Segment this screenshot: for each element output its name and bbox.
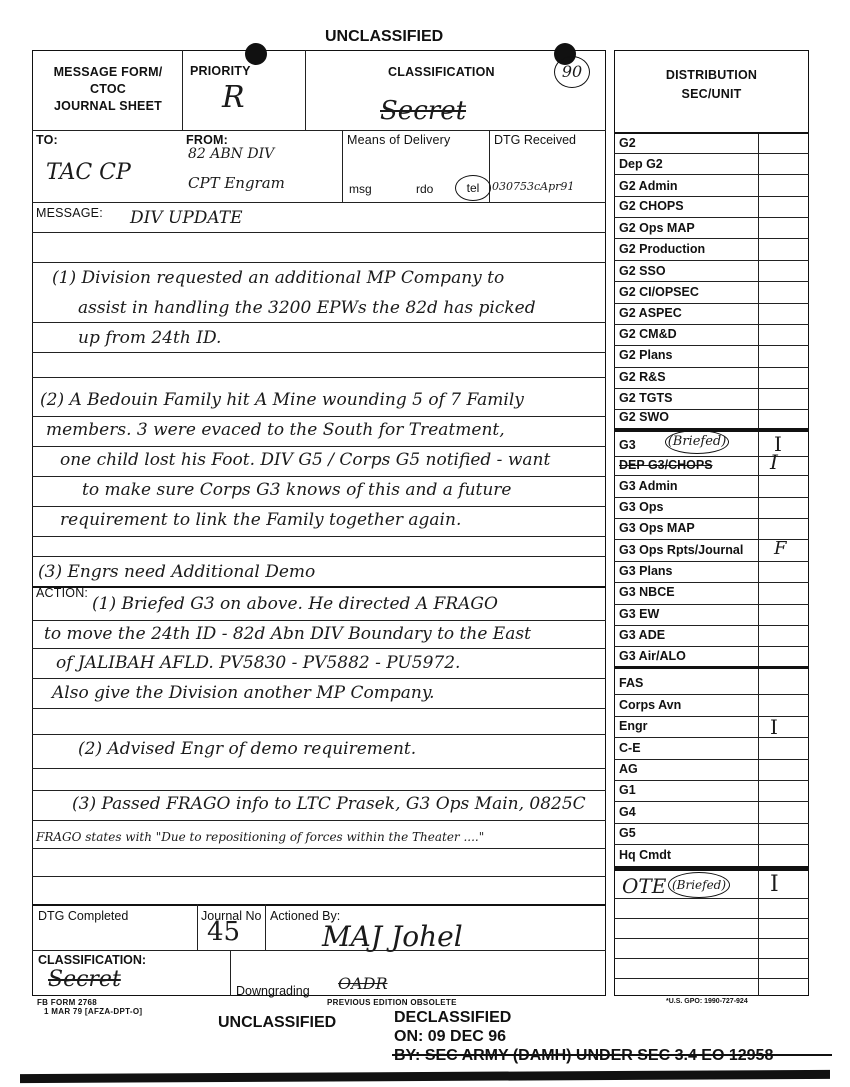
rule bbox=[32, 876, 606, 877]
from-label: FROM: bbox=[186, 133, 228, 147]
journal-no-value: 45 bbox=[207, 917, 241, 947]
declassification-stamp bbox=[394, 1008, 773, 1065]
priority-value: R bbox=[222, 80, 245, 115]
dist-item-g3-admin: G3 Admin bbox=[619, 479, 678, 493]
rule bbox=[32, 446, 606, 447]
dist-item-g4: G4 bbox=[619, 805, 636, 819]
dist-item-g3-ops: G3 Ops bbox=[619, 500, 664, 514]
action-line: (2) Advised Engr of demo requirement. bbox=[78, 739, 417, 759]
dist-item-g3-ops-rpts: G3 Ops Rpts/Journal bbox=[619, 543, 744, 557]
divider bbox=[32, 950, 606, 951]
form-title-line: CTOC bbox=[90, 82, 126, 96]
dist-rule bbox=[614, 456, 809, 457]
dist-item-dep-g3-chops: DEP G3/CHOPS bbox=[619, 458, 713, 472]
downgrading-value: OADR bbox=[338, 974, 388, 993]
action-line: FRAGO states with "Due to repositioning of forces within the Theater ...." bbox=[36, 830, 485, 844]
dist-rule bbox=[614, 918, 809, 919]
rule bbox=[32, 352, 606, 353]
message-line: assist in handling the 3200 EPWs the 82d has picked bbox=[78, 298, 536, 318]
classification-note: 90 bbox=[554, 56, 590, 88]
dist-item-g2-ci-opsec: G2 CI/OPSEC bbox=[619, 285, 699, 299]
dist-item-g2-plans: G2 Plans bbox=[619, 348, 673, 362]
dist-rule bbox=[614, 938, 809, 939]
dist-item-g3-nbce: G3 NBCE bbox=[619, 585, 675, 599]
distribution-title-line: SEC/UNIT bbox=[681, 87, 742, 101]
g3-mark: I bbox=[774, 432, 782, 456]
message-line: one child lost his Foot. DIV G5 / Corps G5 notified - want bbox=[60, 450, 551, 470]
dist-rule bbox=[614, 196, 809, 197]
dist-item-fas: FAS bbox=[619, 676, 644, 690]
actioned-by-signature: MAJ Johel bbox=[322, 920, 463, 953]
footer-classification-label: CLASSIFICATION: bbox=[38, 953, 147, 967]
distribution-divider bbox=[614, 132, 809, 134]
ote-briefed-note: (Briefed) bbox=[668, 872, 730, 898]
dist-item-corps-avn: Corps Avn bbox=[619, 698, 682, 712]
divider bbox=[265, 904, 266, 950]
dist-rule bbox=[614, 737, 809, 738]
dist-item-g2-chops: G2 CHOPS bbox=[619, 199, 684, 213]
dist-rule bbox=[614, 497, 809, 498]
rule bbox=[32, 232, 606, 233]
strike-line bbox=[392, 1054, 832, 1056]
dist-item-g3-plans: G3 Plans bbox=[619, 564, 673, 578]
dist-item-engr: Engr bbox=[619, 719, 648, 733]
gpo-note: *U.S. GPO: 1990-727-924 bbox=[666, 998, 748, 1005]
divider bbox=[182, 50, 183, 130]
dist-item-ce: C-E bbox=[619, 741, 641, 755]
dist-item-g3-air-alo: G3 Air/ALO bbox=[619, 649, 686, 663]
message-line: up from 24th ID. bbox=[78, 328, 222, 348]
dist-rule bbox=[614, 844, 809, 845]
to-label: TO: bbox=[36, 133, 58, 147]
message-line: members. 3 were evaced to the South for Treatment, bbox=[46, 420, 505, 440]
action-divider bbox=[32, 586, 606, 588]
engr-mark: I bbox=[770, 715, 778, 739]
rule bbox=[32, 377, 606, 378]
dist-item-g3: G3 bbox=[619, 438, 636, 452]
dist-rule bbox=[614, 604, 809, 605]
rule bbox=[32, 678, 606, 679]
message-subject: DIV UPDATE bbox=[130, 208, 243, 228]
rule bbox=[32, 768, 606, 769]
dist-item-dep-g2: Dep G2 bbox=[619, 157, 663, 171]
dist-item-hq-cmdt: Hq Cmdt bbox=[619, 848, 672, 862]
form-id-line: 1 MAR 79 [AFZA-DPT-O] bbox=[44, 1007, 143, 1016]
scan-edge bbox=[20, 1070, 830, 1083]
divider bbox=[342, 130, 343, 202]
rule bbox=[32, 708, 606, 709]
dist-rule bbox=[614, 238, 809, 239]
dist-section-rule bbox=[614, 866, 809, 871]
action-line: Also give the Division another MP Company. bbox=[52, 683, 435, 703]
rule bbox=[32, 848, 606, 849]
dist-rule bbox=[614, 582, 809, 583]
action-line: (3) Passed FRAGO info to LTC Prasek, G3 Ops Main, 0825C bbox=[72, 794, 586, 814]
distribution-title bbox=[614, 66, 809, 104]
classification-label: CLASSIFICATION bbox=[388, 65, 495, 79]
dist-item-g3-ops-map: G3 Ops MAP bbox=[619, 521, 695, 535]
rule bbox=[32, 476, 606, 477]
dist-rule bbox=[614, 898, 809, 899]
bottom-classification: UNCLASSIFIED bbox=[218, 1014, 337, 1031]
dist-item-g2-aspec: G2 ASPEC bbox=[619, 306, 682, 320]
dist-item-g2-ops-map: G2 Ops MAP bbox=[619, 221, 695, 235]
dtg-received-value: 030753cApr91 bbox=[492, 180, 575, 193]
action-label: ACTION: bbox=[36, 586, 89, 600]
dist-item-g3-ade: G3 ADE bbox=[619, 628, 666, 642]
footer-classification-value: Secret bbox=[48, 967, 121, 992]
divider bbox=[32, 202, 606, 203]
dep-g3-mark: I bbox=[770, 450, 778, 474]
from-unit: 82 ABN DIV bbox=[188, 146, 275, 162]
message-line: (2) A Bedouin Family hit A Mine wounding 5 of 7 Family bbox=[40, 390, 524, 410]
to-value: TAC CP bbox=[46, 160, 131, 185]
form-id-line: FB FORM 2768 bbox=[37, 998, 98, 1007]
dist-rule bbox=[614, 174, 809, 175]
rule bbox=[32, 262, 606, 263]
message-line: (1) Division requested an additional MP Company to bbox=[52, 268, 505, 288]
dist-rule bbox=[614, 780, 809, 781]
message-line: to make sure Corps G3 knows of this and a future bbox=[82, 480, 512, 500]
priority-label: PRIORITY bbox=[190, 64, 251, 78]
from-officer: CPT Engram bbox=[188, 174, 285, 192]
downgrading-label: Downgrading bbox=[236, 984, 310, 998]
divider bbox=[197, 904, 198, 950]
dist-item-g2-swo: G2 SWO bbox=[619, 410, 670, 424]
declassified-line: ON: 09 DEC 96 bbox=[394, 1028, 507, 1045]
dist-rule bbox=[614, 260, 809, 261]
rule bbox=[32, 536, 606, 537]
rule bbox=[32, 734, 606, 735]
dist-rule bbox=[614, 801, 809, 802]
g3-briefed-note: (Briefed) bbox=[665, 430, 729, 454]
dist-rule bbox=[614, 518, 809, 519]
journal-no-label: Journal No bbox=[201, 909, 262, 923]
declassified-line: DECLASSIFIED bbox=[394, 1009, 512, 1026]
divider bbox=[305, 50, 306, 130]
dist-rule bbox=[614, 367, 809, 368]
rule bbox=[32, 648, 606, 649]
dist-item-g1: G1 bbox=[619, 783, 636, 797]
rule bbox=[32, 820, 606, 821]
dist-rule bbox=[614, 694, 809, 695]
dist-rule bbox=[614, 345, 809, 346]
actioned-by-label: Actioned By: bbox=[270, 909, 341, 923]
rule bbox=[32, 620, 606, 621]
dist-item-g2-cmd: G2 CM&D bbox=[619, 327, 677, 341]
dist-item-g2: G2 bbox=[619, 136, 636, 150]
divider bbox=[32, 130, 606, 131]
dist-item-g3-ew: G3 EW bbox=[619, 607, 660, 621]
distribution-title-line: DISTRIBUTION bbox=[665, 68, 758, 82]
dist-item-ag: AG bbox=[619, 762, 638, 776]
dist-rule bbox=[614, 388, 809, 389]
action-line: to move the 24th ID - 82d Abn DIV Boundary to the East bbox=[44, 624, 531, 644]
dist-rule bbox=[614, 217, 809, 218]
dist-rule bbox=[614, 759, 809, 760]
dtg-received-label: DTG Received bbox=[494, 133, 576, 147]
dist-rule bbox=[614, 475, 809, 476]
dist-item-g2-sso: G2 SSO bbox=[619, 264, 666, 278]
dist-section-rule bbox=[614, 666, 809, 669]
form-title bbox=[36, 64, 180, 115]
dist-item-g5: G5 bbox=[619, 826, 636, 840]
dist-rule bbox=[614, 646, 809, 647]
dist-rule bbox=[614, 823, 809, 824]
form-title-line: MESSAGE FORM/ bbox=[53, 65, 163, 79]
dist-rule bbox=[614, 281, 809, 282]
rule bbox=[32, 556, 606, 557]
action-line: (1) Briefed G3 on above. He directed A FRAGO bbox=[92, 594, 498, 614]
action-line: of JALIBAH AFLD. PV5830 - PV5882 - PU5972. bbox=[56, 653, 461, 673]
ote-label: OTE bbox=[622, 874, 667, 898]
delivery-label: Means of Delivery bbox=[347, 133, 451, 147]
dist-item-g2-rs: G2 R&S bbox=[619, 370, 666, 384]
dtg-completed-label: DTG Completed bbox=[38, 909, 129, 923]
rule bbox=[32, 322, 606, 323]
rule bbox=[32, 416, 606, 417]
delivery-rdo: rdo bbox=[416, 182, 434, 196]
dist-rule bbox=[614, 958, 809, 959]
dist-rule bbox=[614, 716, 809, 717]
delivery-tel: tel bbox=[455, 175, 491, 201]
declassified-line: BY: SEC ARMY (DAMH) UNDER SEC 3.4 EO 12958 bbox=[394, 1047, 774, 1064]
dist-rule bbox=[614, 625, 809, 626]
previous-edition-note: PREVIOUS EDITION OBSOLETE bbox=[327, 998, 457, 1007]
message-line: (3) Engrs need Additional Demo bbox=[38, 562, 316, 582]
dist-rule bbox=[614, 978, 809, 979]
ote-mark: I bbox=[770, 872, 779, 897]
footer-divider bbox=[32, 904, 606, 906]
rule bbox=[32, 506, 606, 507]
form-title-line: JOURNAL SHEET bbox=[54, 99, 162, 113]
dist-item-g2-admin: G2 Admin bbox=[619, 179, 678, 193]
rpts-mark: F bbox=[774, 538, 787, 559]
divider bbox=[230, 950, 231, 996]
dist-item-g2-tgts: G2 TGTS bbox=[619, 391, 673, 405]
rule bbox=[32, 790, 606, 791]
dist-item-g2-production: G2 Production bbox=[619, 242, 706, 256]
dist-rule bbox=[614, 324, 809, 325]
message-label: MESSAGE: bbox=[36, 206, 103, 220]
top-classification: UNCLASSIFIED bbox=[325, 28, 444, 45]
dist-rule bbox=[614, 561, 809, 562]
classification-value: Secret bbox=[380, 96, 467, 126]
delivery-msg: msg bbox=[349, 182, 372, 196]
dist-rule bbox=[614, 153, 809, 154]
dist-rule bbox=[614, 303, 809, 304]
message-line: requirement to link the Family together again. bbox=[60, 510, 462, 530]
